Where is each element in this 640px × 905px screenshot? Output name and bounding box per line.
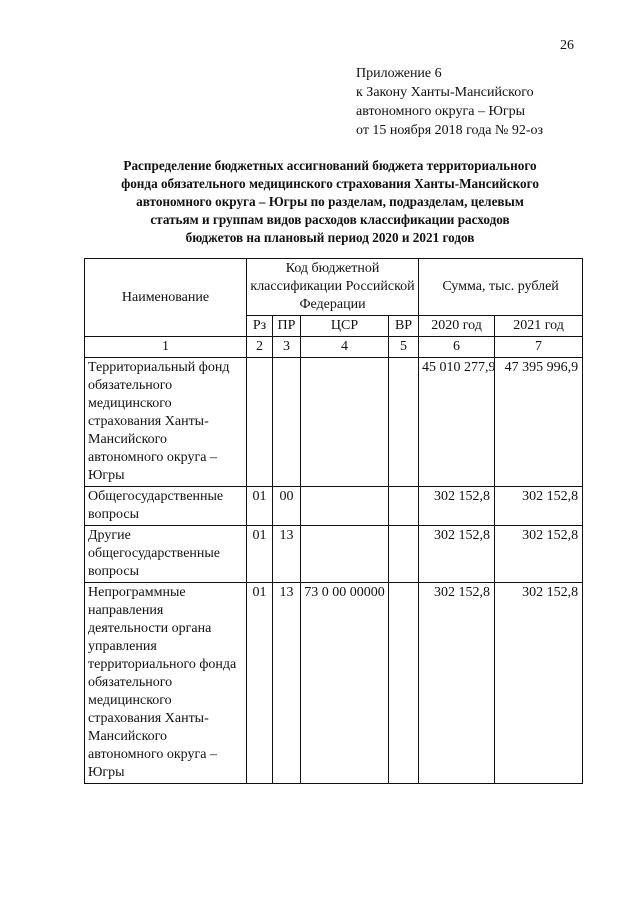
- table-row: [85, 487, 583, 526]
- title-line: автономного округа – Югры по разделам, подразделам, целевым: [136, 194, 524, 209]
- row-csr: 73 0 00 00000: [301, 583, 389, 784]
- column-number: 5: [389, 337, 419, 358]
- row-amount-2020: 45 010 277,9: [419, 358, 495, 487]
- row-rz: [247, 358, 273, 487]
- row-pr: 00: [273, 487, 301, 526]
- appendix-block: [356, 64, 543, 140]
- table-row: [85, 583, 583, 784]
- table-row: [85, 526, 583, 583]
- row-csr: [301, 358, 389, 487]
- row-vr: [389, 487, 419, 526]
- title-line: статьям и группам видов расходов классификации расходов: [150, 212, 510, 227]
- row-amount-2021: 302 152,8: [495, 583, 583, 784]
- column-number: 2: [247, 337, 273, 358]
- row-amount-2021: 302 152,8: [495, 487, 583, 526]
- row-pr: 13: [273, 526, 301, 583]
- page-number: 26: [560, 38, 574, 53]
- header-sum-group: Сумма, тыс. рублей: [419, 259, 583, 316]
- row-amount-2021: 47 395 996,9: [495, 358, 583, 487]
- row-name: Территориальный фонд обязательного медицинского страхования Ханты-Мансийского автономного округа – Югры: [85, 358, 247, 487]
- appendix-line: Приложение 6: [356, 66, 442, 81]
- column-number-row: [85, 337, 583, 358]
- header-2021: 2021 год: [495, 316, 583, 337]
- header-name: Наименование: [85, 259, 247, 337]
- row-name: Другие общегосударственные вопросы: [85, 526, 247, 583]
- row-amount-2021: 302 152,8: [495, 526, 583, 583]
- header-rz: Рз: [247, 316, 273, 337]
- header-2020: 2020 год: [419, 316, 495, 337]
- row-rz: 01: [247, 487, 273, 526]
- row-name: Непрограммные направления деятельности органа управления территориального фонда обязательного медицинского страхования Ханты-Мансийского автономного округа – Югры: [85, 583, 247, 784]
- column-number: 6: [419, 337, 495, 358]
- row-pr: [273, 358, 301, 487]
- document-title: [80, 157, 580, 247]
- row-vr: [389, 526, 419, 583]
- row-name: Общегосударственные вопросы: [85, 487, 247, 526]
- header-code-group: Код бюджетной классификации Российской Федерации: [247, 259, 419, 316]
- title-line: фонда обязательного медицинского страхования Ханты-Мансийского: [121, 176, 539, 191]
- header-csr: ЦСР: [301, 316, 389, 337]
- appendix-line: от 15 ноября 2018 года № 92-оз: [356, 123, 544, 138]
- column-number: 7: [495, 337, 583, 358]
- row-amount-2020: 302 152,8: [419, 583, 495, 784]
- row-vr: [389, 583, 419, 784]
- column-number: 4: [301, 337, 389, 358]
- row-pr: 13: [273, 583, 301, 784]
- budget-table: [84, 258, 583, 784]
- row-rz: 01: [247, 583, 273, 784]
- row-vr: [389, 358, 419, 487]
- row-amount-2020: 302 152,8: [419, 487, 495, 526]
- title-line: бюджетов на плановый период 2020 и 2021 годов: [185, 230, 475, 245]
- row-amount-2020: 302 152,8: [419, 526, 495, 583]
- header-row: [85, 259, 583, 316]
- column-number: 1: [85, 337, 247, 358]
- header-vr: ВР: [389, 316, 419, 337]
- table-row: [85, 358, 583, 487]
- appendix-line: автономного округа – Югры: [356, 104, 525, 119]
- header-pr: ПР: [273, 316, 301, 337]
- row-rz: 01: [247, 526, 273, 583]
- row-csr: [301, 526, 389, 583]
- row-csr: [301, 487, 389, 526]
- title-line: Распределение бюджетных ассигнований бюджета территориального: [123, 158, 537, 173]
- appendix-line: к Закону Ханты-Мансийского: [356, 85, 534, 100]
- column-number: 3: [273, 337, 301, 358]
